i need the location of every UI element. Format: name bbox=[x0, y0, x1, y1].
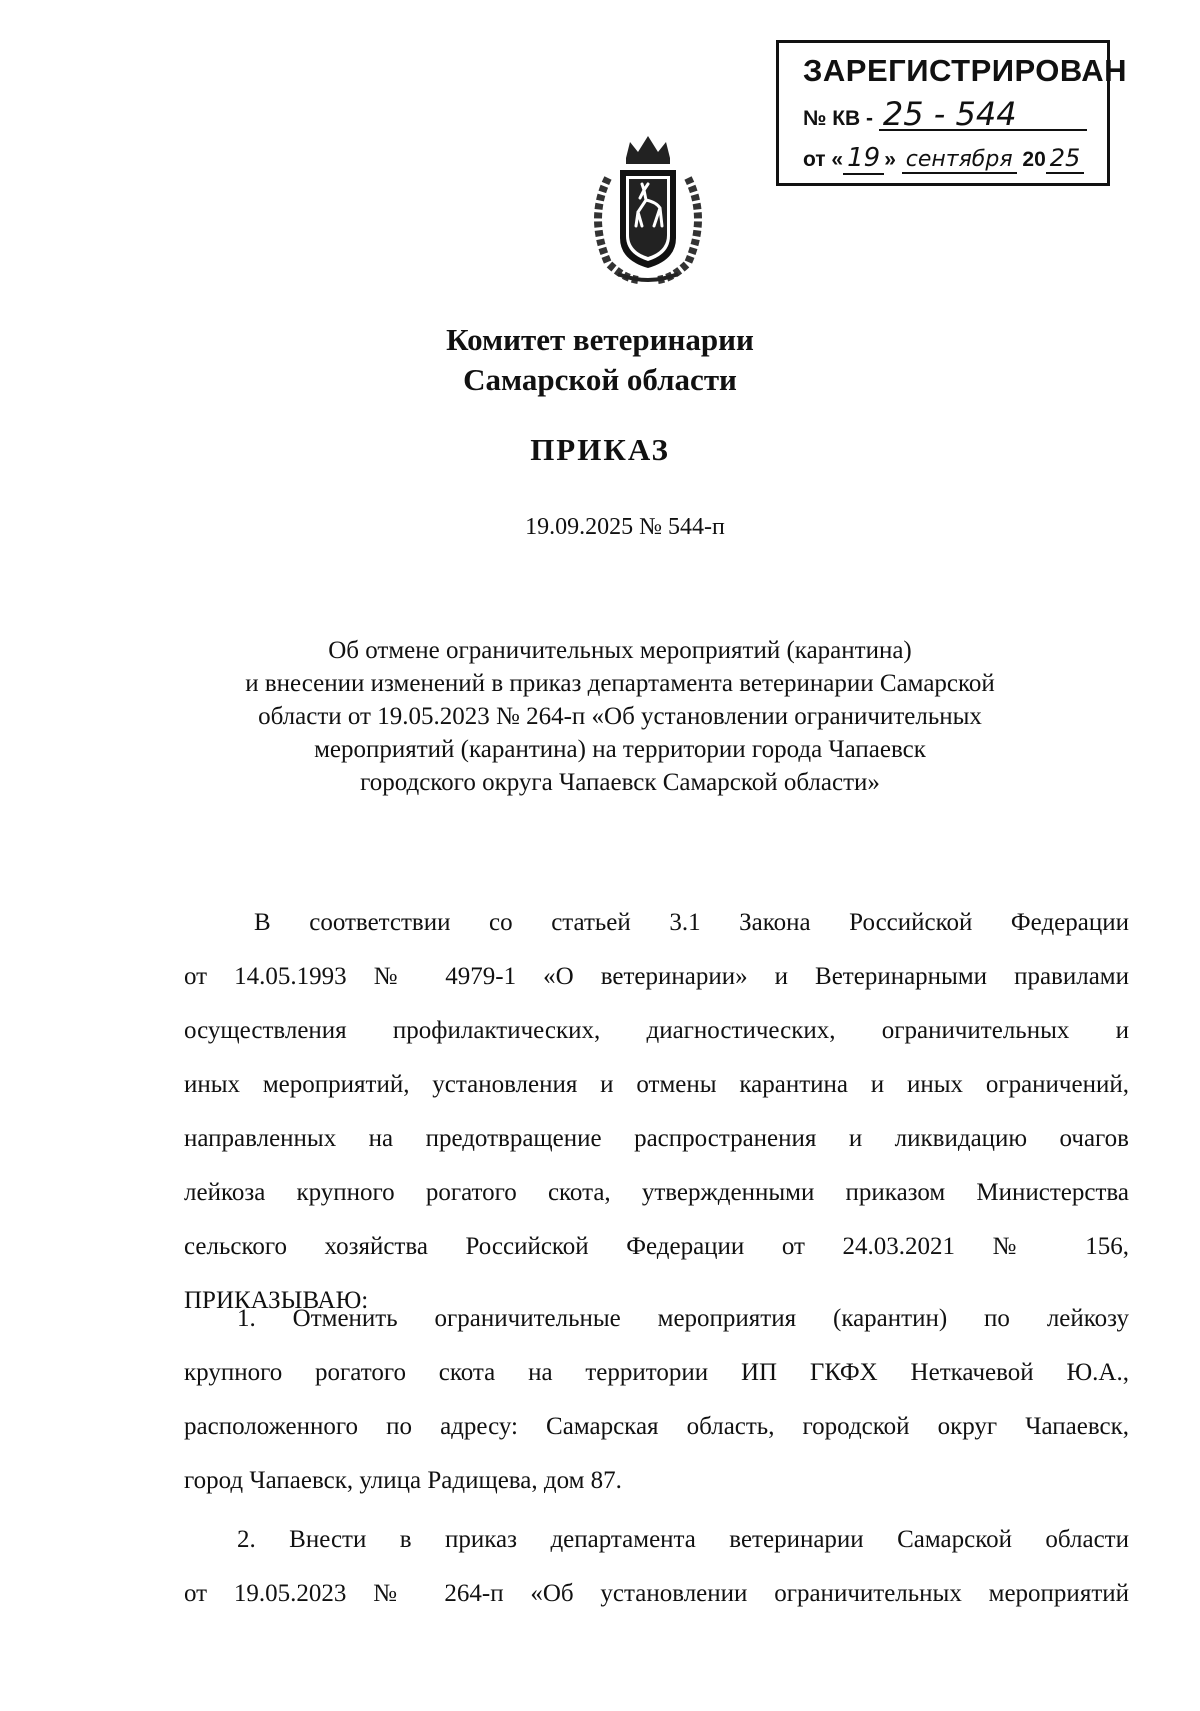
text-line: расположенного по адресу: Самарская область, городской округ Чапаевск, bbox=[184, 1413, 1129, 1440]
text-line: от 14.05.1993 № 4979-1 «О ветеринарии» и Ветеринарными правилами bbox=[184, 963, 1129, 990]
stamp-year-prefix: 20 bbox=[1022, 148, 1046, 171]
text-line: город Чапаевск, улица Радищева, дом 87. bbox=[184, 1467, 622, 1494]
registration-stamp bbox=[776, 40, 1128, 186]
stamp-reg-number: 25 - 544 bbox=[879, 99, 1087, 131]
text-line: иных мероприятий, установления и отмены карантина и иных ограничений, bbox=[184, 1071, 1129, 1098]
stamp-title: ЗАРЕГИСТРИРОВАН bbox=[803, 53, 1128, 88]
subject-line: городского округа Чапаевск Самарской области» bbox=[360, 769, 880, 796]
stamp-date-month: сентября bbox=[902, 147, 1017, 174]
stamp-year-suffix: 25 bbox=[1046, 144, 1085, 174]
order-date-number: 19.09.2025 № 544-п bbox=[525, 514, 725, 540]
text-line: В соответствии со статьей 3.1 Закона Российской Федерации bbox=[254, 909, 1129, 936]
item-1-paragraph bbox=[184, 1292, 1129, 1508]
stamp-date-row bbox=[803, 143, 1084, 175]
samara-coat-of-arms-icon bbox=[578, 128, 718, 288]
doc-type-title: ПРИКАЗ bbox=[530, 432, 670, 467]
text-line: от 19.05.2023 № 264-п «Об установлении ограничительных мероприятий bbox=[184, 1580, 1129, 1607]
region-name: Самарской области bbox=[463, 362, 737, 397]
subject-line: и внесении изменений в приказ департамента ветеринарии Самарской bbox=[245, 670, 995, 697]
stamp-reg-prefix: № КВ - bbox=[803, 107, 874, 130]
order-subject bbox=[180, 634, 1060, 799]
subject-line: мероприятий (карантина) на территории города Чапаевск bbox=[314, 736, 926, 763]
text-line: сельского хозяйства Российской Федерации от 24.03.2021 № 156, bbox=[184, 1233, 1129, 1260]
preamble-paragraph bbox=[184, 896, 1129, 1328]
text-line: 1. Отменить ограничительные мероприятия (карантин) по лейкозу bbox=[237, 1305, 1129, 1332]
text-line: осуществления профилактических, диагностических, ограничительных и bbox=[184, 1017, 1129, 1044]
text-line: крупного рогатого скота на территории ИП ГКФХ Неткачевой Ю.А., bbox=[184, 1359, 1129, 1386]
stamp-date-prefix: от « bbox=[803, 148, 844, 171]
text-line: направленных на предотвращение распространения и ликвидацию очагов bbox=[184, 1125, 1129, 1152]
text-line: 2. Внести в приказ департамента ветеринарии Самарской области bbox=[237, 1526, 1129, 1553]
committee-name: Комитет ветеринарии bbox=[446, 322, 754, 357]
stamp-reg-row bbox=[803, 95, 1087, 133]
item-2-paragraph bbox=[184, 1513, 1129, 1621]
stamp-date-day: 19 bbox=[843, 143, 884, 175]
order-verb: ПРИКАЗЫВАЮ: bbox=[184, 1287, 369, 1314]
subject-line: Об отмене ограничительных мероприятий (карантина) bbox=[328, 637, 912, 664]
text-line: лейкоза крупного рогатого скота, утвержденными приказом Министерства bbox=[184, 1179, 1129, 1206]
subject-line: области от 19.05.2023 № 264-п «Об установлении ограничительных bbox=[258, 703, 982, 730]
stamp-date-sep: » bbox=[884, 148, 896, 171]
